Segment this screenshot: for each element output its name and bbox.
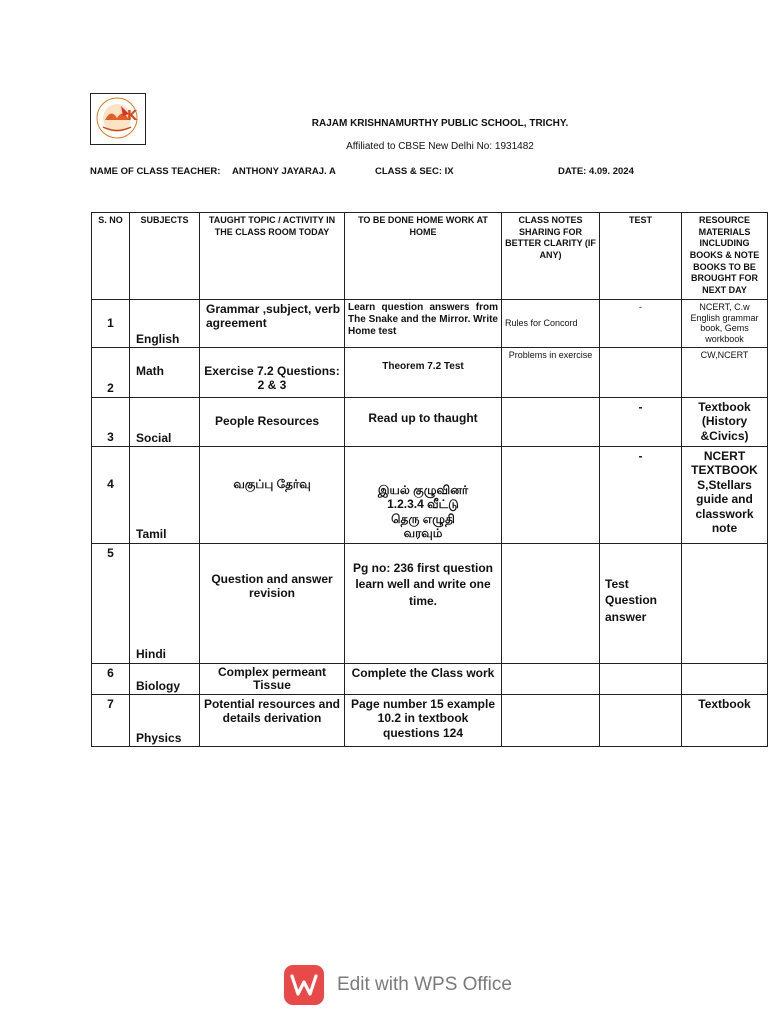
subject-label: Tamil: [136, 527, 167, 542]
row-sno: 6: [92, 663, 130, 694]
row-test: -: [600, 299, 682, 347]
table-row: [92, 543, 768, 663]
row-topic: People Resources: [200, 398, 345, 447]
wps-edit-banner[interactable]: [284, 965, 512, 1005]
row-subject: [130, 663, 200, 694]
row-test: -: [600, 447, 682, 544]
school-emblem-icon: [91, 94, 144, 143]
row-homework: Read up to thaught: [345, 398, 502, 447]
header-homework: TO BE DONE HOME WORK AT HOME: [345, 213, 502, 300]
header-class-notes: CLASS NOTES SHARING FOR BETTER CLARITY (IF ANY): [502, 213, 600, 300]
row-topic: வகுப்பு தேர்வு: [200, 447, 345, 544]
date-text: DATE: 4.09. 2024: [558, 166, 634, 177]
table-row: [92, 348, 768, 398]
row-homework: Theorem 7.2 Test: [345, 348, 502, 398]
table-row: [92, 398, 768, 447]
affiliation-text: Affiliated to CBSE New Delhi No: 1931482: [346, 141, 534, 152]
row-subject: [130, 398, 200, 447]
row-resources: Textbook (History &Civics): [682, 398, 768, 447]
row-notes: Rules for Concord: [502, 299, 600, 347]
school-logo: [90, 93, 146, 145]
row-topic: Exercise 7.2 Questions: 2 & 3: [200, 348, 345, 398]
wps-edit-text: Edit with WPS Office: [337, 974, 512, 995]
row-sno: 2: [92, 348, 130, 398]
subject-label: Physics: [136, 730, 182, 745]
table-row: [92, 299, 768, 347]
row-resources: [682, 663, 768, 694]
row-test: Test Question answer: [600, 543, 682, 663]
wps-w-icon: [290, 973, 318, 997]
row-subject: [130, 299, 200, 347]
subject-label: Hindi: [136, 647, 166, 662]
teacher-name: ANTHONY JAYARAJ. A: [232, 166, 336, 177]
class-section: CLASS & SEC: IX: [375, 166, 454, 177]
row-topic: Grammar ,subject, verb agreement: [200, 299, 345, 347]
row-topic: Potential resources and details derivation: [200, 694, 345, 746]
row-test: -: [600, 398, 682, 447]
row-homework: Pg no: 236 first question learn well and write one time.: [345, 543, 502, 663]
header-subjects: SUBJECTS: [130, 213, 200, 300]
row-notes: [502, 447, 600, 544]
svg-text:K: K: [127, 109, 138, 124]
school-name: RAJAM KRISHNAMURTHY PUBLIC SCHOOL, TRICHY.: [311, 118, 569, 129]
row-homework: இயல் குழுவினர் 1.2.3.4 வீட்டு தெரு எழுதி வரவும்: [345, 447, 502, 544]
header-taught-topic: TAUGHT TOPIC / ACTIVITY IN THE CLASS ROOM TODAY: [200, 213, 345, 300]
row-notes: [502, 543, 600, 663]
row-homework: Complete the Class work: [345, 663, 502, 694]
row-sno: 3: [92, 398, 130, 447]
subject-label: Social: [136, 430, 172, 445]
row-homework: Learn question answers from The Snake and the Mirror. Write Home test: [345, 299, 502, 347]
row-test: [600, 348, 682, 398]
table-row: [92, 447, 768, 544]
table-row: [92, 663, 768, 694]
row-sno: 7: [92, 694, 130, 746]
row-subject: Math: [130, 348, 200, 398]
row-resources: NCERT, C.w English grammar book, Gems workbook: [682, 299, 768, 347]
row-homework: Page number 15 example 10.2 in textbook questions 124: [345, 694, 502, 746]
homework-table: [91, 212, 768, 747]
row-subject: [130, 543, 200, 663]
row-subject: [130, 694, 200, 746]
row-resources: NCERT TEXTBOOK S,Stellars guide and classwork note: [682, 447, 768, 544]
row-resources: Textbook: [682, 694, 768, 746]
row-notes: [502, 663, 600, 694]
row-test: [600, 694, 682, 746]
header-test: TEST: [600, 213, 682, 300]
subject-label: English: [136, 331, 180, 346]
row-subject: [130, 447, 200, 544]
teacher-label: NAME OF CLASS TEACHER:: [90, 166, 221, 177]
row-topic: Complex permeant Tissue: [200, 663, 345, 694]
row-sno: 4: [92, 447, 130, 544]
row-notes: [502, 398, 600, 447]
row-sno: 1: [92, 299, 130, 347]
wps-logo-icon: [284, 965, 324, 1005]
subject-label: Biology: [136, 678, 180, 693]
table-header-row: [92, 213, 768, 300]
row-sno: 5: [92, 543, 130, 663]
row-resources: [682, 543, 768, 663]
header-resources: RESOURCE MATERIALS INCLUDING BOOKS & NOTE BOOKS TO BE BROUGHT FOR NEXT DAY: [682, 213, 768, 300]
table-row: [92, 694, 768, 746]
row-resources: CW,NCERT: [682, 348, 768, 398]
header-sno: S. NO: [92, 213, 130, 300]
row-notes: [502, 694, 600, 746]
row-test: [600, 663, 682, 694]
row-topic: Question and answer revision: [200, 543, 345, 663]
row-notes: Problems in exercise: [502, 348, 600, 398]
